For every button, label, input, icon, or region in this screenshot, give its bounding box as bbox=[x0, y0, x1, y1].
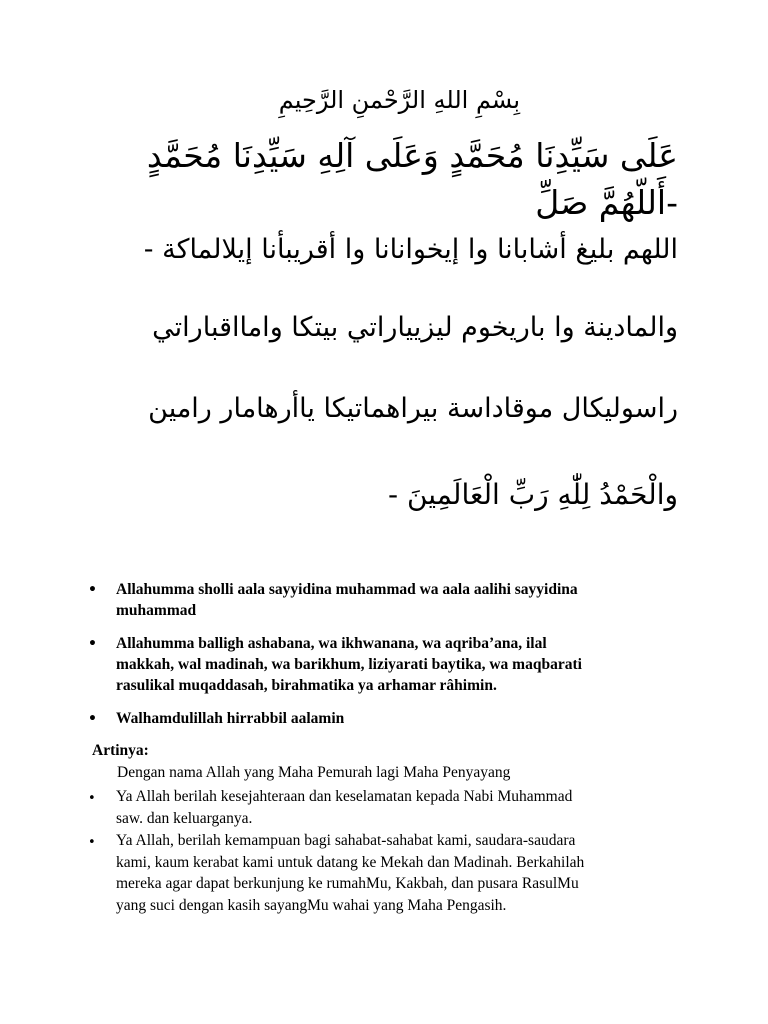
arabic-basmala: بِسْمِ اللهِ الرَّحْمنِ الرَّحِيمِ bbox=[278, 86, 520, 114]
list-item bbox=[88, 830, 688, 916]
arabic-hamdalah: والْحَمْدُ لِلّٰهِ رَبِّ الْعَالَمِينَ - bbox=[387, 478, 678, 511]
bullet-icon: • bbox=[88, 791, 96, 806]
text-line: kami, kaum kerabat kami untuk datang ke Mekah dan Madinah. Berkahilah bbox=[116, 853, 585, 871]
text-line: yang suci dengan kasih sayangMu wahai yang Maha Pengasih. bbox=[116, 896, 507, 914]
translation-heading: Artinya: bbox=[92, 742, 149, 759]
list-item-text bbox=[116, 633, 688, 696]
text-line: saw. dan keluarganya. bbox=[116, 809, 253, 827]
bullet-icon: • bbox=[88, 636, 97, 652]
list-item-text bbox=[116, 786, 688, 829]
text-line: makkah, wal madinah, wa barikhum, liziyarati baytika, wa maqbarati bbox=[116, 656, 582, 673]
list-item-text bbox=[116, 830, 688, 916]
arabic-doa-line-3: راسوليكال موقاداسة بيراهماتيكا ياأرهامار رامين bbox=[148, 393, 678, 424]
bullet-icon: • bbox=[88, 582, 97, 598]
text-line: muhammad bbox=[116, 602, 197, 619]
arabic-salawat-line-2: -أَللّهُمَّ صَلِّ bbox=[535, 183, 678, 222]
list-item-text bbox=[116, 579, 688, 621]
list-item bbox=[88, 708, 688, 729]
bullet-icon: • bbox=[88, 711, 97, 727]
text-line: Allahumma balligh ashabana, wa ikhwanana, wa aqriba’ana, ilal bbox=[116, 635, 547, 652]
arabic-doa-line-2: والمادينة وا باريخوم ليزيياراتي بيتكا وامااقباراتي bbox=[152, 312, 678, 343]
list-item-text bbox=[116, 708, 688, 729]
text-line: Allahumma sholli aala sayyidina muhammad wa aala aalihi sayyidina bbox=[116, 581, 578, 598]
transliteration-list bbox=[88, 579, 688, 741]
translation-intro: Dengan nama Allah yang Maha Pemurah lagi Maha Penyayang bbox=[117, 764, 511, 781]
text-line: Ya Allah berilah kesejahteraan dan keselamatan kepada Nabi Muhammad bbox=[116, 788, 573, 805]
list-item bbox=[88, 579, 688, 621]
bullet-icon: • bbox=[88, 835, 96, 850]
text-line: Walhamdulillah hirrabbil aalamin bbox=[116, 710, 345, 727]
list-item bbox=[88, 633, 688, 696]
arabic-doa-line-1: اللهم بليغ أشابانا وا إيخوانانا وا أقريبأنا إيلالماكة - bbox=[143, 234, 678, 265]
list-item bbox=[88, 786, 688, 829]
text-line: rasulikal muqaddasah, birahmatika ya arhamar râhimin. bbox=[116, 677, 497, 694]
arabic-salawat-line-1: عَلَى سَيِّدِنَا مُحَمَّدٍ وَعَلَى آلِهِ سَيِّدِنَا مُحَمَّدٍ bbox=[146, 136, 678, 175]
text-line: Ya Allah, berilah kemampuan bagi sahabat-sahabat kami, saudara-saudara bbox=[116, 832, 576, 849]
text-line: mereka agar dapat berkunjung ke rumahMu, Kakbah, dan pusara RasulMu bbox=[116, 875, 579, 892]
translation-list bbox=[88, 786, 688, 917]
